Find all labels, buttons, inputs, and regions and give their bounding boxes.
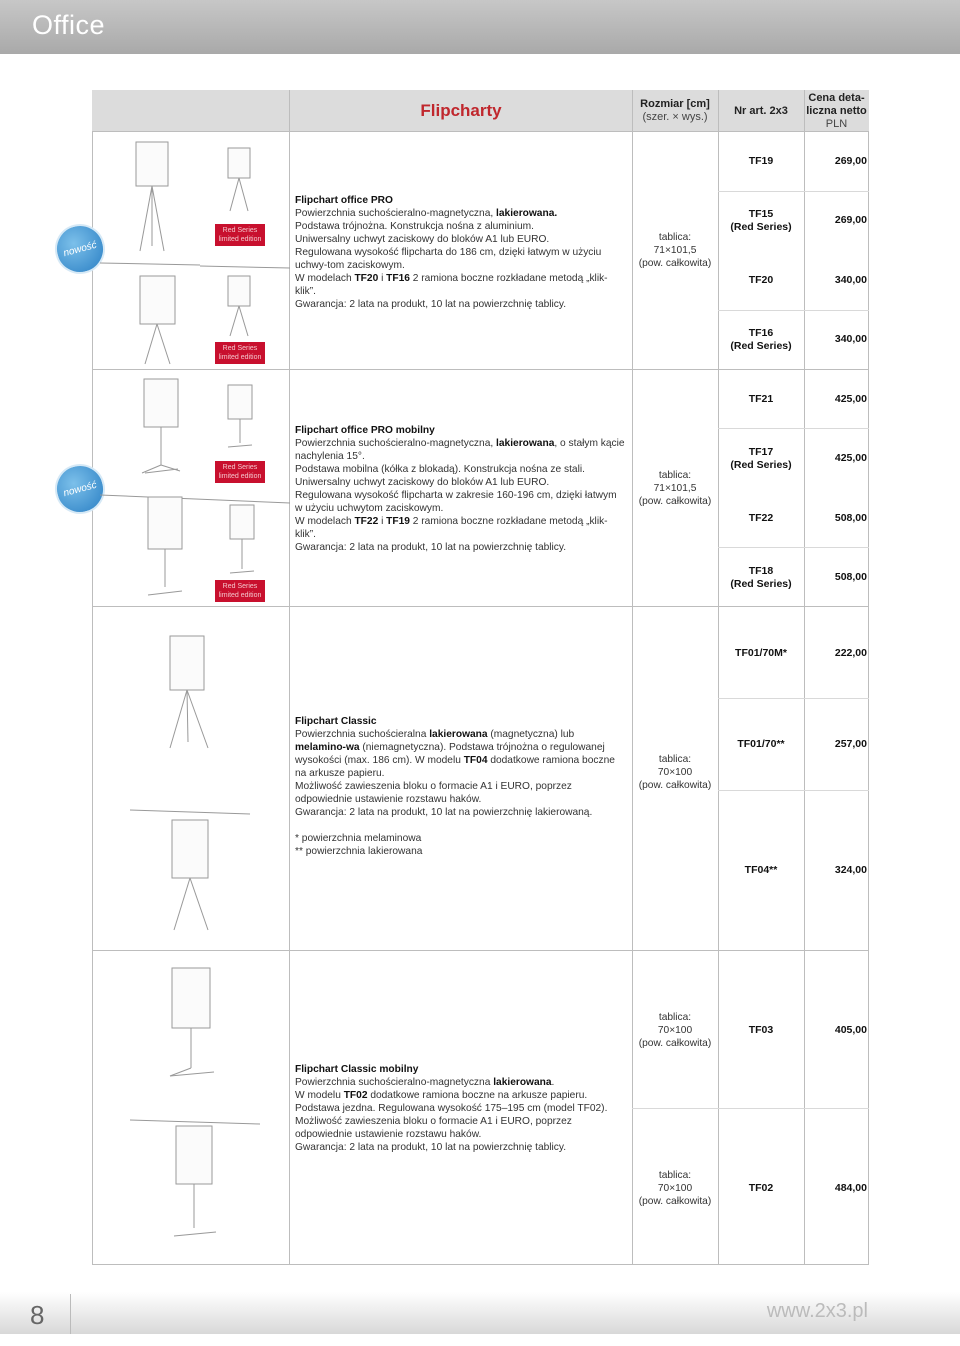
product-title: Flipchart office PRO mobilny	[295, 425, 435, 436]
article-number: TF03	[748, 1024, 774, 1036]
product-title: Flipchart Classic	[295, 716, 377, 727]
article-number: TF16 (Red Series)	[730, 327, 792, 352]
section-divider	[92, 950, 869, 951]
flipchart-office-pro-image	[100, 136, 290, 368]
price: 508,00	[834, 571, 867, 583]
red-series-label: Red Series limited edition	[215, 580, 265, 602]
row-divider	[718, 191, 869, 192]
header-product: Flipcharty	[420, 101, 502, 120]
product-size: tablica: 70×100 (pow. całkowita)	[638, 1170, 712, 1207]
price: 257,00	[834, 738, 867, 750]
section-divider	[92, 606, 869, 607]
price: 269,00	[834, 214, 867, 226]
article-number: TF17 (Red Series)	[730, 446, 792, 471]
header-price	[804, 92, 869, 131]
price: 340,00	[834, 333, 867, 345]
price: 508,00	[834, 512, 867, 524]
article-number: TF04**	[744, 864, 778, 876]
article-number: TF15 (Red Series)	[730, 208, 792, 233]
article-number: TF22	[748, 512, 774, 524]
product-title: Flipchart office PRO	[295, 195, 393, 206]
website-link[interactable]: www.2x3.pl	[766, 1300, 868, 1322]
header-size	[632, 98, 718, 124]
product-size: tablica: 70×100 (pow. całkowita)	[638, 754, 712, 791]
product-title: Flipchart Classic mobilny	[295, 1064, 419, 1075]
price: 425,00	[834, 393, 867, 405]
header-price-sub: PLN	[825, 118, 848, 130]
article-number: TF19	[748, 155, 774, 167]
product-description: Flipchart Classic Powierzchnia suchościeralna lakierowana (magnetyczna) lub melamino-wa (niemagnetyczna). Podstawa trójnożna o regulowanej wysokości (max. 186 cm). W modelu TF04 dodatkowe ramiona boczne na arkusze papieru. Możliwość zawieszenia bloku o formacie A1 i EURO, poprzez odpowiednie ustawienie rozstawu haków. Gwarancja: 2 lata na produkt, 10 lat na powierzchnię lakierowaną. * powierzchnia melaminowa ** powierzchnia lakierowana	[295, 716, 615, 857]
article-number: TF02	[748, 1182, 774, 1194]
new-badge: nowość	[49, 218, 110, 279]
product-description: Flipchart office PRO mobilny Powierzchnia suchościeralno-magnetyczna, lakierowana, o stałym kącie nachylenia 15°. Podstawa mobilna (kółka z blokadą). Konstrukcja nośna ze stali. Uniwersalny uchwyt zaciskowy do bloków A1 lub EURO. Regulowana wysokość flipcharta w zakresie 160-196 cm, dzięki łatwym w użyciu uchwytom zaciskowym. W modelach TF22 i TF19 2 ramiona boczne rozkładane metodą „klik-klik”. Gwarancja: 2 lata na produkt, 10 lat na powierzchnię tablicy.	[295, 425, 625, 553]
row-divider	[718, 698, 869, 699]
flipchart-classic-image	[130, 630, 290, 940]
footer-divider	[70, 1294, 71, 1334]
section-title: Office	[32, 10, 106, 40]
red-series-label: Red Series limited edition	[215, 461, 265, 483]
price: 269,00	[834, 155, 867, 167]
row-divider	[718, 428, 869, 429]
price: 425,00	[834, 452, 867, 464]
red-series-label: Red Series limited edition	[215, 342, 265, 364]
product-description: Flipchart Classic mobilny Powierzchnia suchościeralno-magnetyczna lakierowana. W modelu TF02 dodatkowe ramiona boczne na arkusze papieru. Podstawa jezdna. Regulowana wysokość 175–195 cm (model TF02). Możliwość zawieszenia bloku o formacie A1 i EURO, poprzez odpowiednie ustawienie rozstawu haków. Gwarancja: 2 lata na produkt, 10 lat na powierzchnię tablicy.	[295, 1064, 608, 1153]
section-divider	[92, 369, 869, 370]
divider	[718, 90, 719, 1265]
price: 340,00	[834, 274, 867, 286]
article-number: TF01/70**	[737, 738, 785, 750]
footnote: * powierzchnia melaminowa	[295, 833, 422, 844]
article-number: TF21	[748, 393, 774, 405]
product-size: tablica: 71×101,5 (pow. całkowita)	[638, 470, 712, 507]
price: 484,00	[834, 1182, 867, 1194]
red-series-label: Red Series limited edition	[215, 224, 265, 246]
row-divider	[632, 1108, 869, 1109]
row-divider	[718, 310, 869, 311]
header-price-main: Cena deta-liczna netto	[806, 92, 867, 117]
price: 405,00	[834, 1024, 867, 1036]
footnote: ** powierzchnia lakierowana	[295, 846, 423, 857]
product-size: tablica: 71×101,5 (pow. całkowita)	[638, 232, 712, 269]
price: 222,00	[834, 647, 867, 659]
article-number: TF01/70M*	[735, 647, 787, 659]
article-number: TF20	[748, 274, 774, 286]
header-nr: Nr art. 2x3	[734, 105, 788, 117]
product-size: tablica: 70×100 (pow. całkowita)	[638, 1012, 712, 1049]
page-number: 8	[30, 1300, 45, 1330]
flipchart-classic-mobile-image	[130, 962, 290, 1262]
header-size-sub: (szer. × wys.)	[642, 111, 708, 123]
row-divider	[718, 790, 869, 791]
section-header-bar	[0, 0, 960, 54]
product-description: Flipchart office PRO Powierzchnia suchościeralno-magnetyczna, lakierowana. Podstawa trójnożna. Konstrukcja nośna z aluminium. Uniwersalny uchwyt zaciskowy do bloków A1 lub EURO. Regulowana wysokość flipcharta do 186 cm, dzięki łatwym w użyciu uchwy-tom zaciskowym. W modelach TF20 i TF16 2 ramiona boczne rozkładane metodą „klik-klik”. Gwarancja: 2 lata na produkt, 10 lat na powierzchnię tablicy.	[295, 195, 608, 310]
flipchart-office-pro-mobile-image	[100, 373, 290, 605]
header-size-main: Rozmiar [cm]	[640, 98, 710, 110]
price: 324,00	[834, 864, 867, 876]
new-badge: nowość	[49, 458, 110, 519]
divider	[804, 90, 805, 1265]
article-number: TF18 (Red Series)	[730, 565, 792, 590]
row-divider	[718, 547, 869, 548]
